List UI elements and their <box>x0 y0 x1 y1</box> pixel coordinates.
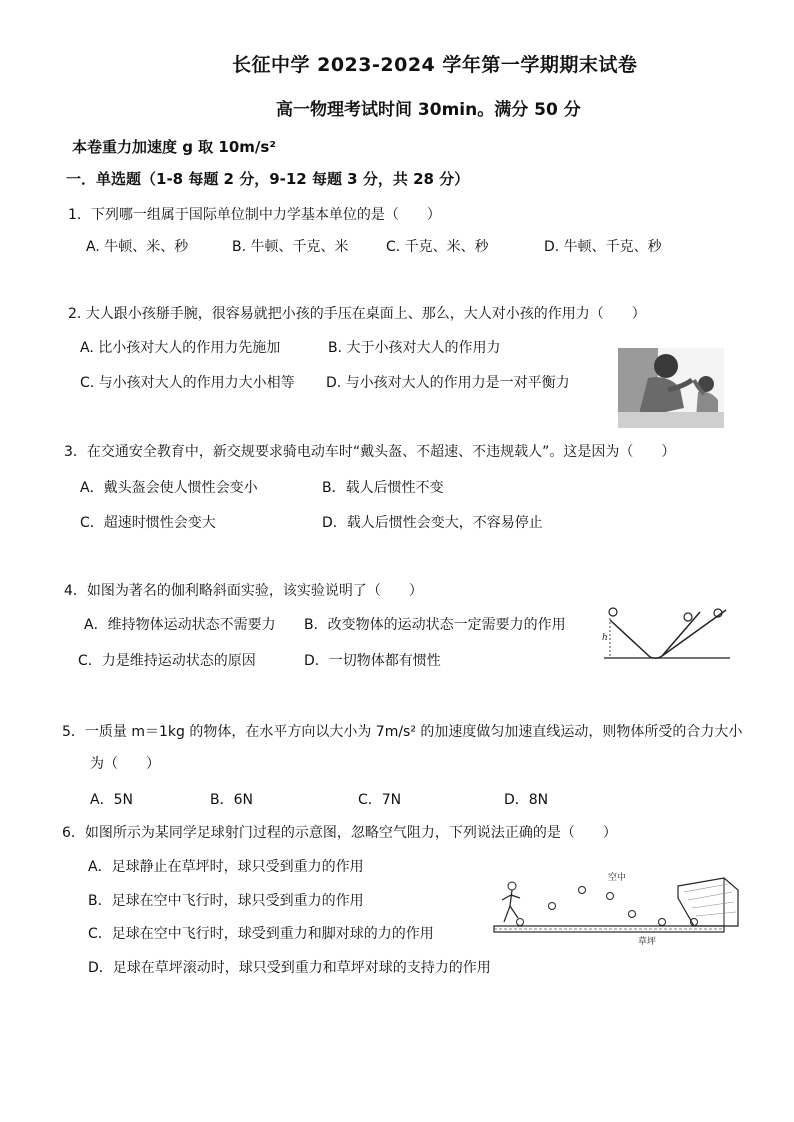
question-6-option-c: C．足球在空中飞行时，球受到重力和脚对球的力的作用 <box>88 926 434 942</box>
question-5-option-d: D．8N <box>504 792 549 808</box>
football-shot-diagram <box>488 868 742 948</box>
exam-subtitle: 高一物理考试时间 30min。满分 50 分 <box>276 100 581 120</box>
gravity-note: 本卷重力加速度 g 取 10m/s² <box>72 138 276 156</box>
question-5-option-c: C．7N <box>358 792 402 808</box>
question-2-option-b: B. 大于小孩对大人的作用力 <box>328 340 501 356</box>
question-2-stem: 2. 大人跟小孩掰手腕，很容易就把小孩的手压在桌面上、那么，大人对小孩的作用力（ ） <box>68 306 646 322</box>
exam-title: 长征中学 2023-2024 学年第一学期期末试卷 <box>232 54 638 76</box>
question-2-option-d: D. 与小孩对大人的作用力是一对平衡力 <box>326 375 570 391</box>
question-1-option-b: B. 牛顿、千克、米 <box>232 239 349 255</box>
incline-height-label: h <box>602 633 608 643</box>
question-2-option-c: C. 与小孩对大人的作用力大小相等 <box>80 375 295 391</box>
question-4-option-a: A．维持物体运动状态不需要力 <box>84 617 276 633</box>
question-3-option-b: B．载人后惯性不变 <box>322 480 444 496</box>
question-1-option-c: C. 千克、米、秒 <box>386 239 489 255</box>
question-5-option-a: A．5N <box>90 792 133 808</box>
question-5-stem-continued: 为（ ） <box>90 756 160 772</box>
question-6-option-a: A．足球静止在草坪时，球只受到重力的作用 <box>88 859 364 875</box>
arm-wrestling-image <box>618 348 724 428</box>
question-4-option-c: C．力是维持运动状态的原因 <box>78 653 256 669</box>
air-label: 空中 <box>608 873 627 883</box>
question-6-option-d: D．足球在草坪滚动时，球只受到重力和草坪对球的支持力的作用 <box>88 960 491 976</box>
question-3-option-c: C．超速时惯性会变大 <box>80 515 216 531</box>
question-6-stem: 6．如图所示为某同学足球射门过程的示意图，忽略空气阻力，下列说法正确的是（ ） <box>62 825 617 841</box>
question-1-option-a: A. 牛顿、米、秒 <box>86 239 189 255</box>
question-1-option-d: D. 牛顿、千克、秒 <box>544 239 662 255</box>
question-2-option-a: A. 比小孩对大人的作用力先施加 <box>80 340 281 356</box>
question-3-option-d: D．载人后惯性会变大，不容易停止 <box>322 515 543 531</box>
question-4-option-d: D．一切物体都有惯性 <box>304 653 441 669</box>
section-heading: 一．单选题（1-8 每题 2 分，9-12 每题 3 分，共 28 分） <box>66 170 470 188</box>
question-4-stem: 4．如图为著名的伽利略斜面实验，该实验说明了（ ） <box>64 583 423 599</box>
question-3-option-a: A．戴头盔会使人惯性会变小 <box>80 480 258 496</box>
question-4-option-b: B．改变物体的运动状态一定需要力的作用 <box>304 617 566 633</box>
question-6-option-b: B．足球在空中飞行时，球只受到重力的作用 <box>88 893 364 909</box>
question-3-stem: 3．在交通安全教育中，新交规要求骑电动车时“戴头盔、不超速、不违规载人”。这是因为（ ） <box>64 444 676 460</box>
galileo-incline-diagram <box>600 600 736 664</box>
question-1-stem: 1．下列哪一组属于国际单位制中力学基本单位的是（ ） <box>68 207 441 223</box>
grass-label: 草坪 <box>638 937 657 947</box>
question-5-stem: 5．一质量 m＝1kg 的物体，在水平方向以大小为 7m/s² 的加速度做匀加速直线运动，则物体所受的合力大小 <box>62 724 743 740</box>
question-5-option-b: B．6N <box>210 792 253 808</box>
